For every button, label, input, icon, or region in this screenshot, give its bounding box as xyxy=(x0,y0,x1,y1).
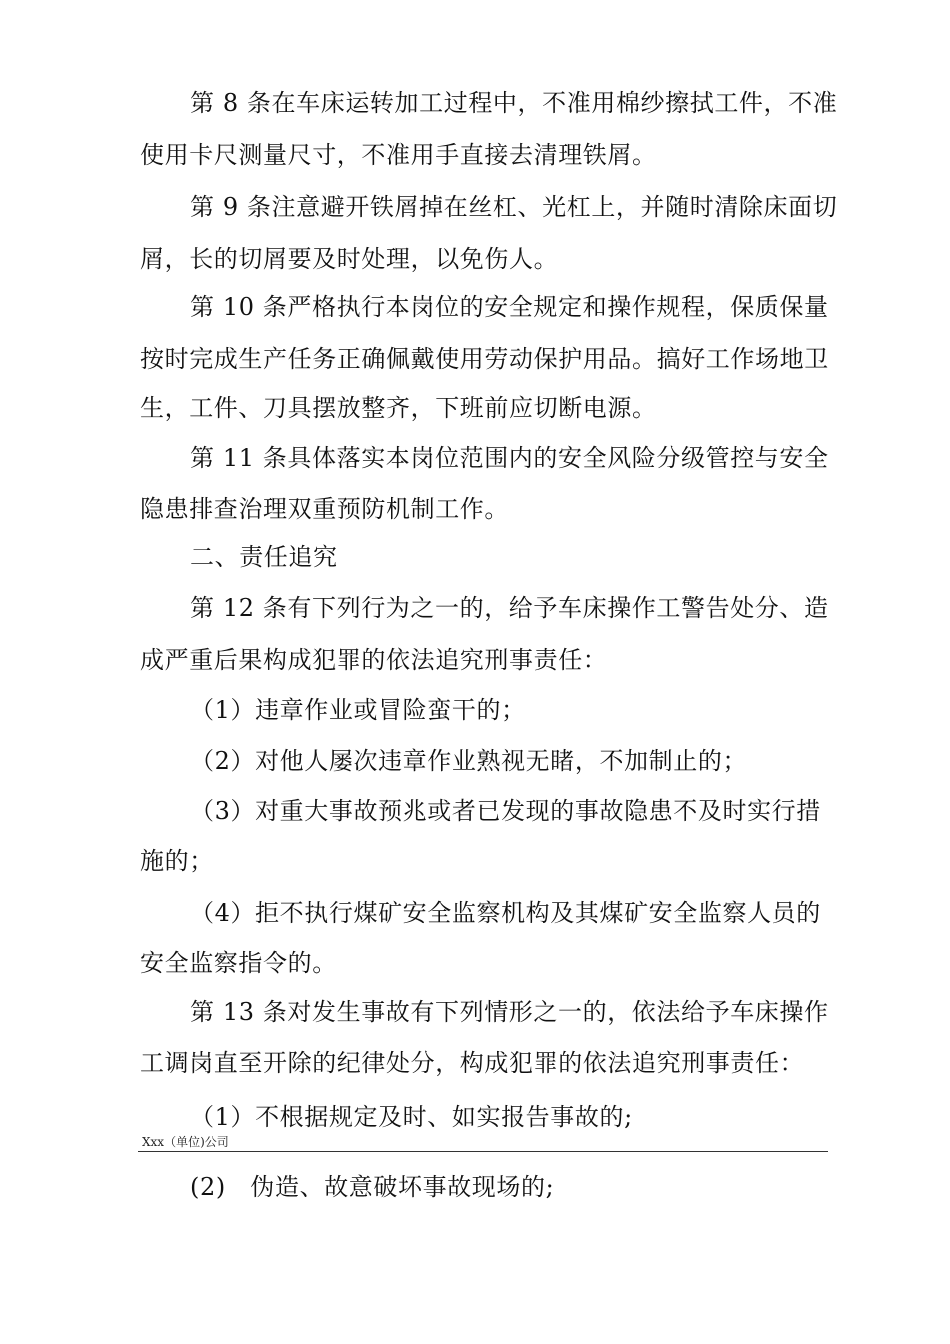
text-line: 屑，长的切屑要及时处理，以免伤人。 xyxy=(140,245,559,273)
list-item: （3）对重大事故预兆或者已发现的事故隐患不及时实行措 xyxy=(190,797,821,825)
list-item: (2) 伪造、故意破坏事故现场的; xyxy=(190,1173,555,1201)
text-line: 第 11 条具体落实本岗位范围内的安全风险分级管控与安全 xyxy=(190,444,829,472)
list-item: （1）不根据规定及时、如实报告事故的; xyxy=(190,1103,633,1131)
page-footer: Xxx（单位)公司 xyxy=(142,1135,229,1149)
text-line: 隐患排查治理双重预防机制工作。 xyxy=(140,495,509,523)
text-line: 第 10 条严格执行本岗位的安全规定和操作规程，保质保量 xyxy=(190,293,829,321)
list-item: （1）违章作业或冒险蛮干的； xyxy=(190,696,526,724)
text-line: 工调岗直至开除的纪律处分，构成犯罪的依法追究刑事责任： xyxy=(140,1049,805,1077)
text-line: 按时完成生产任务正确佩戴使用劳动保护用品。搞好工作场地卫 xyxy=(140,345,829,373)
text-line: 第 12 条有下列行为之一的，给予车床操作工警告处分、造 xyxy=(190,594,829,622)
text-line: 第 8 条在车床运转加工过程中，不准用棉纱擦拭工件，不准 xyxy=(190,89,838,117)
section-heading: 二、责任追究 xyxy=(190,543,338,571)
text-line: 成严重后果构成犯罪的依法追究刑事责任： xyxy=(140,646,608,674)
text-line: 第 13 条对发生事故有下列情形之一的，依法给予车床操作 xyxy=(190,998,829,1026)
text-line: 安全监察指令的。 xyxy=(140,949,337,977)
footer-divider xyxy=(138,1151,828,1152)
text-line: 使用卡尺测量尺寸，不准用手直接去清理铁屑。 xyxy=(140,141,657,169)
text-line: 施的； xyxy=(140,847,214,875)
text-line: 生，工件、刀具摆放整齐，下班前应切断电源。 xyxy=(140,394,657,422)
list-item: （2）对他人屡次违章作业熟视无睹，不加制止的； xyxy=(190,747,748,775)
list-item: （4）拒不执行煤矿安全监察机构及其煤矿安全监察人员的 xyxy=(190,899,821,927)
text-line: 第 9 条注意避开铁屑掉在丝杠、光杠上，并随时清除床面切 xyxy=(190,193,838,221)
